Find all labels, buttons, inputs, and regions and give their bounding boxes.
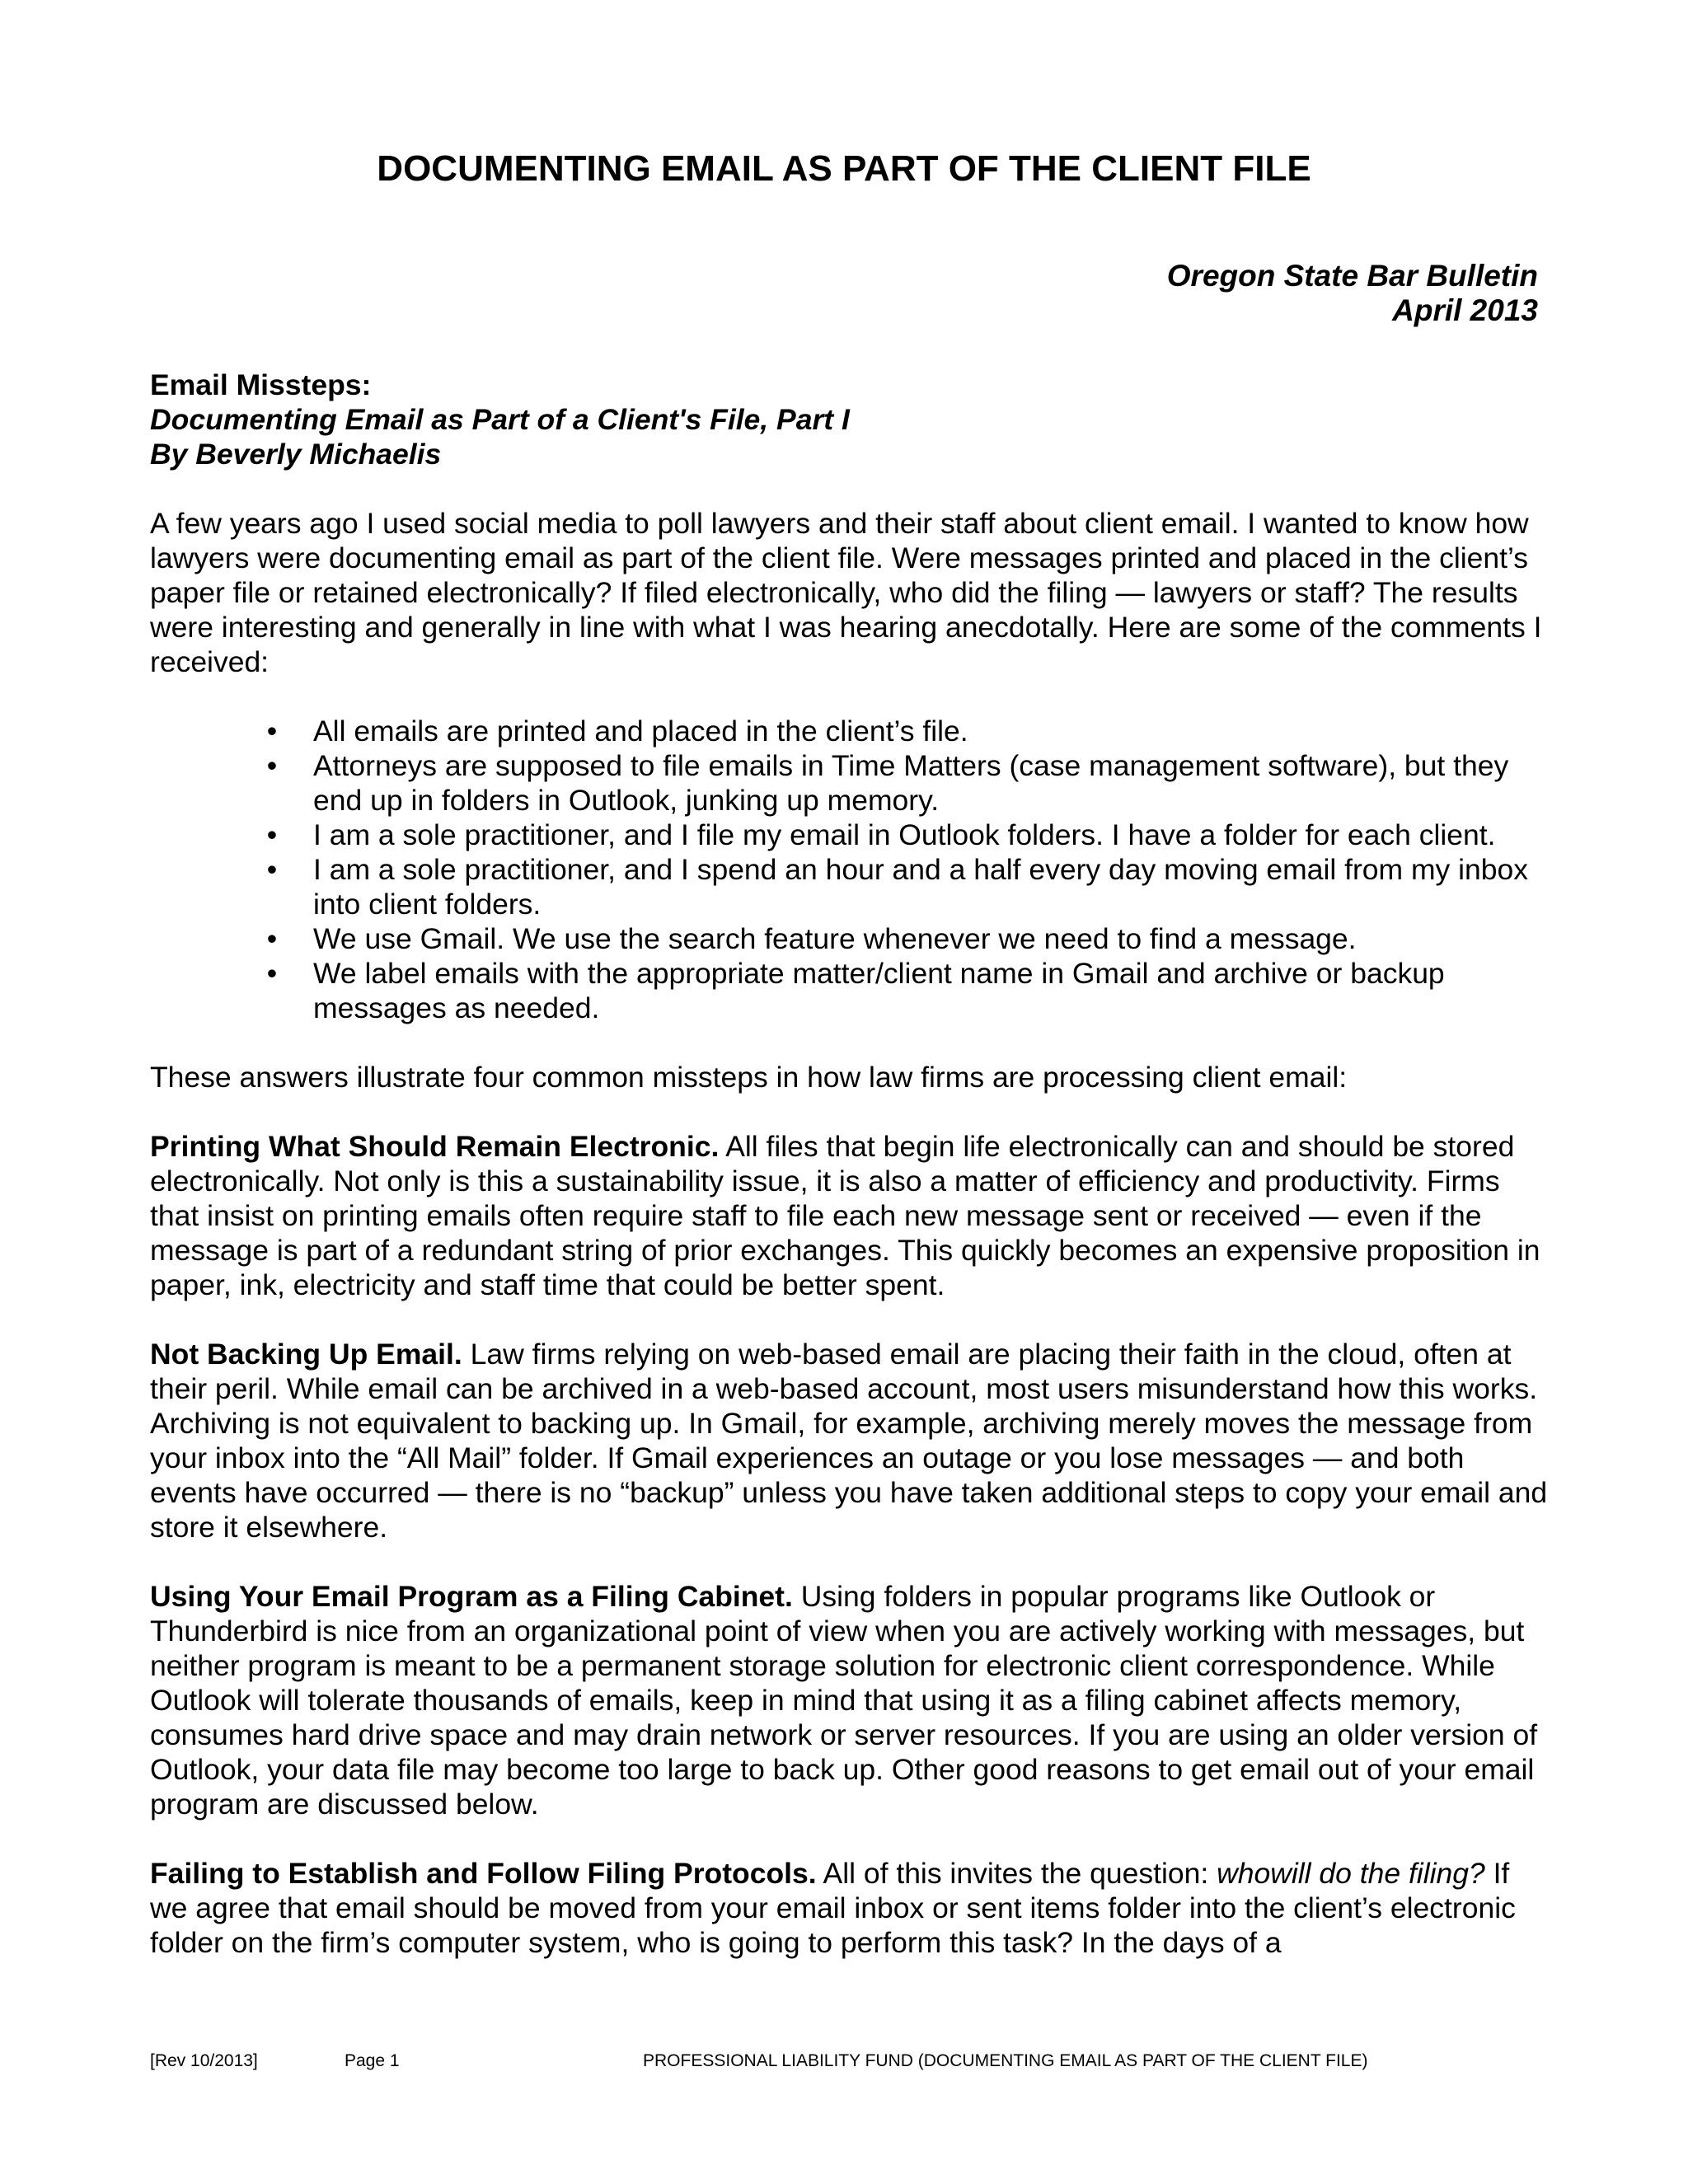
section-backup-text: Law firms relying on web-based email are placing their faith in the cloud, often at their peril. While email can be archived in a web-based account, most users misunderstand how this works. Archiving is not equivalent to backing up. In Gmail, for example, archiving merely moves the message from your inbox into the “All Mail” folder. If Gmail experiences an outage or you lose messages — and both events have occurred — there is no “backup” unless you have taken additional steps to copy your email and store it elsewhere. <box>150 1338 1548 1544</box>
list-item <box>266 714 1551 748</box>
article-kicker: Email Missteps: <box>150 368 372 401</box>
list-item <box>266 852 1551 921</box>
section-protocols <box>150 1856 1551 1960</box>
list-item-text: Attorneys are supposed to file emails in Time Matters (case management software), but they end up in folders in Outlook, junking up memory. <box>313 749 1509 817</box>
section-protocols-question: whowill do the filing? <box>1217 1857 1485 1890</box>
section-cabinet <box>150 1579 1551 1821</box>
list-item-text: I am a sole practitioner, and I spend an hour and a half every day moving email from my inbox into client folders. <box>313 853 1529 921</box>
footer-revision: [Rev 10/2013] <box>150 2051 258 2070</box>
list-item-text: All emails are printed and placed in the client’s file. <box>313 715 968 748</box>
comments-list <box>150 714 1551 1025</box>
intro-paragraph: A few years ago I used social media to poll lawyers and their staff about client email. I wanted to know how lawyers were documenting email as part of the client file. Were messages printed and placed in the client’s paper file or retained electronically? If filed electronically, who did the filing — lawyers or staff? The results were interesting and generally in line with what I was hearing anecdotally. Here are some of the comments I received: <box>150 507 1542 678</box>
section-backup <box>150 1337 1551 1544</box>
bullet-icon: • <box>266 715 278 748</box>
section-cabinet-heading: Using Your Email Program as a Filing Cabinet. <box>150 1580 793 1613</box>
list-item <box>266 921 1551 956</box>
section-cabinet-text: Using folders in popular programs like Outlook or Thunderbird is nice from an organizational point of view when you are actively working with messages, but neither program is meant to be a permanent storage solution for electronic client correspondence. While Outlook will tolerate thousands of emails, keep in mind that using it as a filing cabinet affects memory, consumes hard drive space and may drain network or server resources. If you are using an older version of Outlook, your data file may become too large to back up. Other good reasons to get email out of your email program are discussed below. <box>150 1580 1538 1821</box>
list-item <box>266 956 1551 1025</box>
list-item <box>266 818 1551 852</box>
footer-page-number: Page 1 <box>345 2051 400 2070</box>
section-printing <box>150 1129 1551 1302</box>
bullet-icon: • <box>266 957 278 990</box>
list-item-text: I am a sole practitioner, and I file my email in Outlook folders. I have a folder for each client. <box>313 818 1496 851</box>
source-block <box>1167 259 1538 328</box>
article-heading <box>150 368 1551 471</box>
section-protocols-heading: Failing to Establish and Follow Filing Protocols. <box>150 1857 817 1890</box>
article-subtitle: Documenting Email as Part of a Client's File, Part I <box>150 403 850 436</box>
publication-name: Oregon State Bar Bulletin <box>1166 259 1538 293</box>
summary-paragraph: These answers illustrate four common missteps in how law firms are processing client email: <box>150 1061 1348 1094</box>
bullet-icon: • <box>266 922 278 955</box>
article-body <box>150 368 1551 1960</box>
publication-date: April 2013 <box>1392 293 1538 327</box>
bullet-icon: • <box>266 749 278 782</box>
list-item-text: We use Gmail. We use the search feature whenever we need to find a message. <box>313 922 1357 955</box>
section-protocols-text-cont: If we agree that email should be moved from your email inbox or sent items folder into the client’s electronic folder on the firm’s computer system, who is going to perform this task? In the days of a <box>150 1857 1516 1959</box>
list-item <box>266 748 1551 818</box>
bullet-icon: • <box>266 818 278 851</box>
footer-label: PROFESSIONAL LIABILITY FUND (DOCUMENTING EMAIL AS PART OF THE CLIENT FILE) <box>643 2051 1368 2070</box>
section-protocols-text: All of this invites the question: <box>816 1857 1217 1890</box>
list-item-text: We label emails with the appropriate matter/client name in Gmail and archive or backup messages as needed. <box>313 957 1445 1024</box>
article-byline: By Beverly Michaelis <box>150 438 442 471</box>
section-printing-text: All files that begin life electronically can and should be stored electronically. Not only is this a sustainability issue, it is also a matter of efficiency and productivity. Firms that insist on printing emails often require staff to file each new message sent or received — even if the message is part of a redundant string of prior exchanges. This quickly becomes an expensive proposition in paper, ink, electricity and staff time that could be better spent. <box>150 1130 1540 1301</box>
bullet-icon: • <box>266 853 278 886</box>
document-title: DOCUMENTING EMAIL AS PART OF THE CLIENT FILE <box>377 148 1311 189</box>
section-printing-heading: Printing What Should Remain Electronic. <box>150 1130 720 1163</box>
section-backup-heading: Not Backing Up Email. <box>150 1338 462 1371</box>
